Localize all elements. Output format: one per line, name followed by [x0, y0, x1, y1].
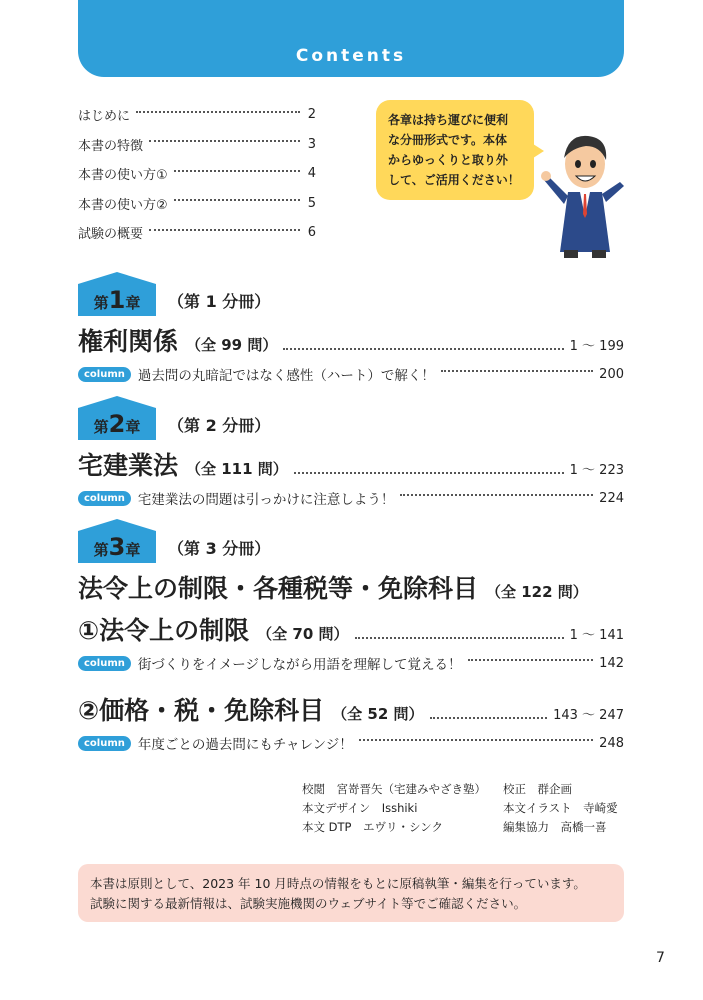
entry-title: ②価格・税・免除科目 [78, 696, 325, 725]
badge-prefix: 第 [93, 294, 109, 312]
toc-item-page: 5 [307, 195, 316, 211]
chapter-volume: （第 1 分冊） [168, 292, 271, 311]
badge-prefix: 第 [93, 541, 109, 559]
toc-item[interactable] [78, 100, 316, 130]
contents-title: Contents [295, 46, 407, 66]
leader-dots [441, 370, 593, 372]
chapter-volume: （第 3 分冊） [168, 539, 271, 558]
column-tag: column [78, 491, 131, 506]
column-entry[interactable] [78, 653, 624, 673]
badge-number: 3 [108, 533, 126, 561]
bubble-line: 各章は持ち運びに便利 [388, 113, 509, 127]
leader-dots [174, 199, 300, 201]
toc-item-label: 試験の概要 [78, 227, 144, 243]
toc-entry[interactable] [78, 322, 624, 358]
teacher-illustration [540, 122, 630, 262]
speech-bubble [376, 100, 534, 200]
leader-dots [359, 739, 593, 741]
column-text: 宅建業法の問題は引っかけに注意しよう！ [137, 492, 395, 508]
page-number: 7 [656, 950, 665, 966]
badge-suffix: 章 [125, 294, 141, 312]
entry-pages: 143 ～ 247 [553, 708, 624, 723]
column-entry[interactable] [78, 488, 624, 508]
chapter-1 [78, 276, 624, 384]
column-text: 年度ごとの過去問にもチャレンジ！ [137, 737, 353, 753]
column-entry[interactable] [78, 364, 624, 384]
leader-dots [355, 637, 564, 639]
intro-list [78, 100, 316, 248]
toc-item-label: はじめに [78, 109, 131, 125]
leader-dots [430, 717, 548, 719]
entry-title: 宅建業法 [78, 451, 179, 480]
entry-count: （全 70 問） [257, 625, 349, 643]
entry-count: （全 52 問） [332, 705, 424, 723]
leader-dots [294, 472, 564, 474]
toc-item-label: 本書の使い方① [78, 168, 168, 184]
entry-title: ①法令上の制限 [78, 616, 250, 645]
notice-line: 試験に関する最新情報は、試験実施機関のウェブサイト等でご確認ください。 [90, 896, 527, 911]
credit-line: 編集協力 高橋一喜 [503, 820, 607, 834]
column-page: 248 [599, 735, 624, 751]
credit-line: 本文デザイン Isshiki [302, 801, 418, 815]
credits-left [302, 780, 486, 837]
notice-line: 本書は原則として、2023 年 10 月時点の情報をもとに原稿執筆・編集を行っています。 [90, 876, 586, 891]
toc-item-page: 6 [307, 225, 316, 241]
entry-title: 権利関係 [78, 327, 179, 356]
credit-line: 本文イラスト 寺崎愛 [503, 801, 618, 815]
entry-count: （全 99 問） [186, 336, 278, 354]
toc-item[interactable] [78, 218, 316, 248]
entry-count: （全 111 問） [186, 460, 288, 478]
notice-box [78, 864, 624, 922]
contents-header [78, 0, 624, 77]
leader-dots [149, 229, 300, 231]
toc-item-page: 3 [307, 136, 316, 152]
leader-dots [400, 494, 593, 496]
column-page: 224 [599, 490, 624, 506]
leader-dots [149, 140, 300, 142]
bubble-line: からゆっくりと取り外 [388, 153, 508, 167]
column-text: 過去問の丸暗記ではなく感性（ハート）で解く！ [137, 368, 435, 384]
credit-line: 校正 群企画 [503, 782, 572, 796]
leader-dots [468, 659, 594, 661]
entry-count: （全 122 問） [486, 583, 588, 601]
column-tag: column [78, 736, 131, 751]
column-tag: column [78, 367, 131, 382]
badge-prefix: 第 [93, 418, 109, 436]
entry-pages: 1 ～ 141 [569, 628, 624, 643]
column-page: 200 [599, 366, 624, 382]
chapter-badge [78, 284, 156, 316]
entry-pages: 1 ～ 223 [569, 463, 624, 478]
chapter-badge [78, 531, 156, 563]
column-page: 142 [599, 655, 624, 671]
chapter-badge [78, 408, 156, 440]
leader-dots [174, 170, 300, 172]
toc-item[interactable] [78, 189, 316, 219]
toc-item-label: 本書の特徴 [78, 138, 144, 154]
chapter-3 [78, 523, 624, 753]
toc-item[interactable] [78, 130, 316, 160]
toc-item-page: 2 [307, 107, 316, 123]
bubble-line: して、ご活用ください！ [388, 173, 520, 187]
toc-item-page: 4 [307, 166, 316, 182]
column-tag: column [78, 656, 131, 671]
credit-line: 本文 DTP エヴリ・シンク [302, 820, 443, 834]
chapter-2 [78, 400, 624, 508]
leader-dots [136, 111, 300, 113]
chapter-title-row [78, 569, 624, 605]
toc-entry[interactable] [78, 691, 624, 727]
credits-right [503, 780, 618, 837]
entry-pages: 1 ～ 199 [569, 339, 624, 354]
toc-entry[interactable] [78, 446, 624, 482]
badge-number: 2 [108, 410, 126, 438]
badge-suffix: 章 [125, 418, 141, 436]
toc-entry[interactable] [78, 611, 624, 647]
toc-item[interactable] [78, 159, 316, 189]
column-entry[interactable] [78, 733, 624, 753]
entry-title: 法令上の制限・各種税等・免除科目 [78, 574, 479, 603]
badge-suffix: 章 [125, 541, 141, 559]
bubble-line: な分冊形式です。本体 [388, 133, 508, 147]
column-text: 街づくりをイメージしながら用語を理解して覚える！ [137, 657, 462, 673]
leader-dots [283, 348, 563, 350]
credit-line: 校閲 宮嵜晋矢（宅建みやざき塾） [302, 782, 486, 796]
chapter-volume: （第 2 分冊） [168, 416, 271, 435]
toc-item-label: 本書の使い方② [78, 197, 168, 213]
badge-number: 1 [108, 286, 126, 314]
